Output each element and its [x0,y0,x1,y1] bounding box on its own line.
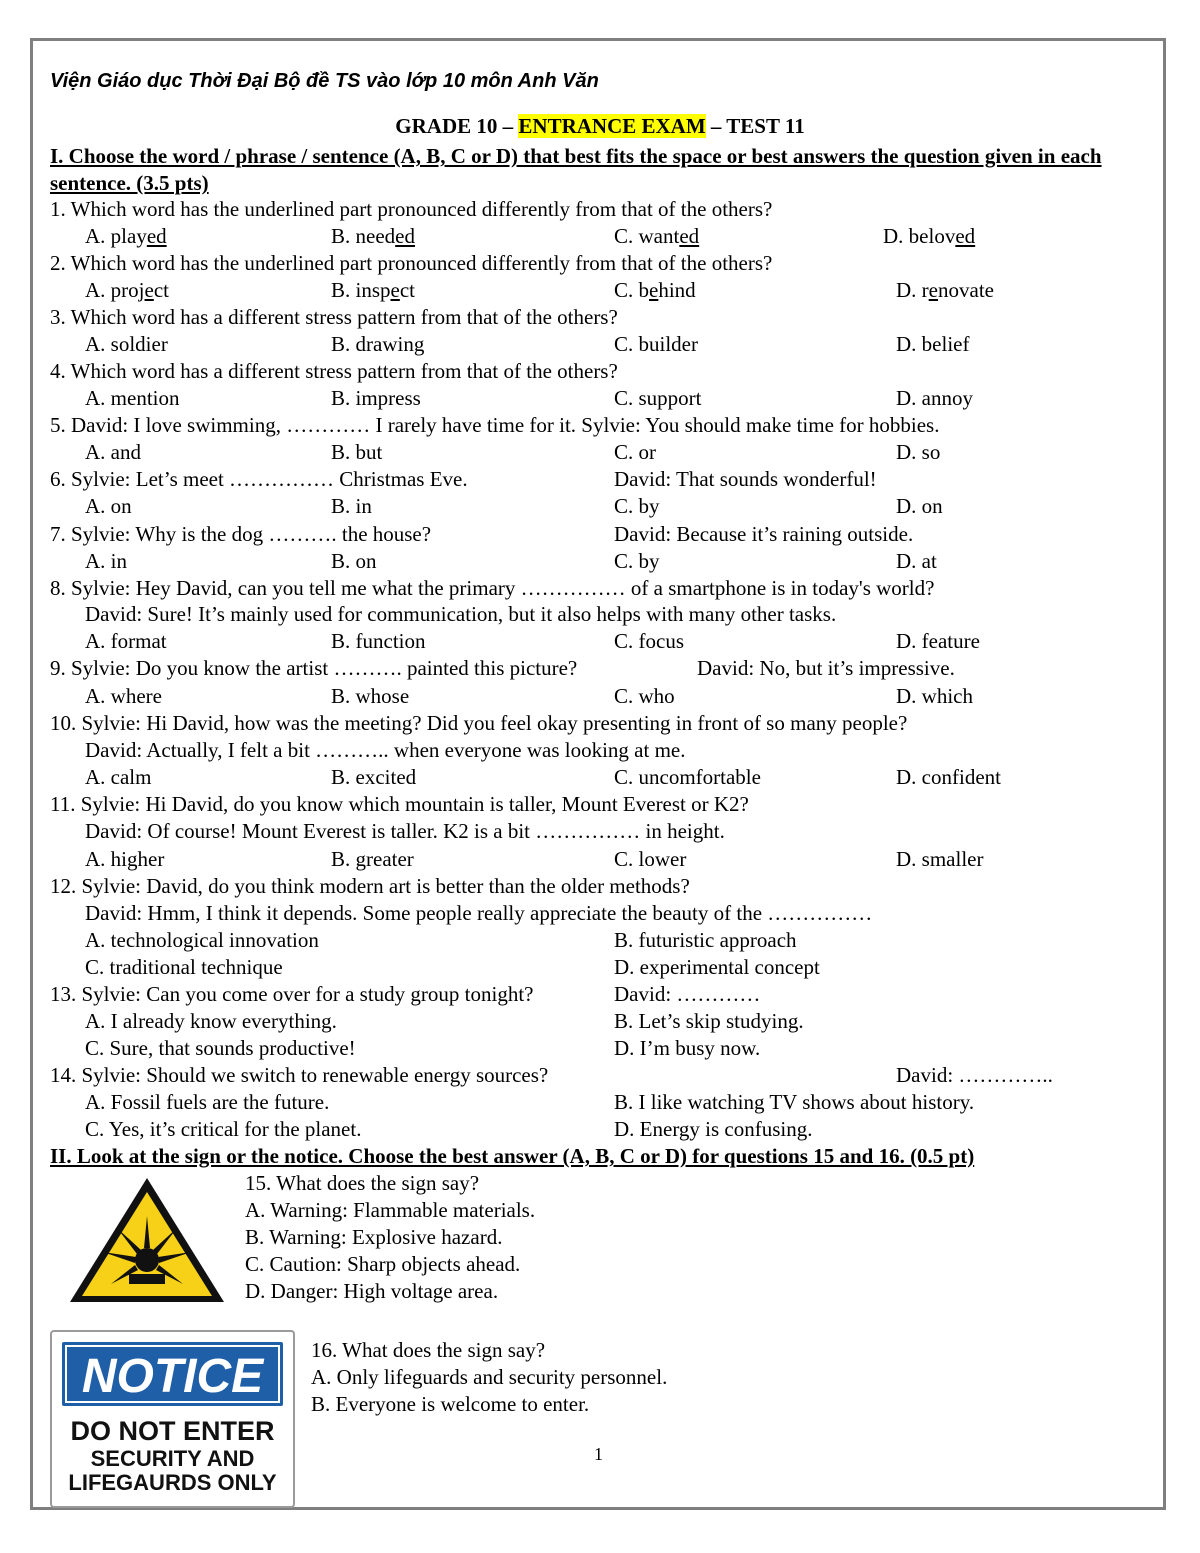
q7-option-d: D. at [896,549,937,573]
q4-option-c: C. support [614,386,702,410]
q3-option-c: C. builder [614,332,698,356]
q16-option-a: A. Only lifeguards and security personnel. [311,1365,668,1389]
page-number: 1 [594,1444,603,1464]
q15-option-c: C. Caution: Sharp objects ahead. [245,1252,521,1276]
q9-option-a: A. where [85,684,162,708]
q2-option-d: D. renovate [896,278,994,302]
q1-option-a: A. played [85,224,167,248]
notice-line-1: DO NOT ENTER [70,1416,275,1446]
q13-reply: David: ………… [614,982,761,1006]
q5-option-b: B. but [331,440,383,464]
q6-option-c: C. by [614,494,660,518]
q8-option-c: C. focus [614,629,684,653]
q6-option-a: A. on [85,494,132,518]
title-highlight: ENTRANCE EXAM [518,114,706,138]
q9-option-b: B. whose [331,684,410,708]
question-16: 16. What does the sign say? [311,1338,546,1362]
q12-option-c: C. traditional technique [85,955,283,979]
q2-option-a: A. project [85,278,169,302]
section-2-heading: II. Look at the sign or the notice. Choose the best answer (A, B, C or D) for questions 15 and 16. (0.5 pt) [50,1144,975,1168]
q15-option-a: A. Warning: Flammable materials. [245,1198,536,1222]
q13-option-d: D. I’m busy now. [614,1036,761,1060]
q2-option-c: C. behind [614,278,696,302]
q15-option-b: B. Warning: Explosive hazard. [245,1225,503,1249]
question-10: 10. Sylvie: Hi David, how was the meeting? Did you feel okay presenting in front of so many people? [50,711,908,735]
document-header: Viện Giáo dục Thời Đại Bộ đề TS vào lớp 10 môn Anh Văn [50,70,599,92]
q8-option-d: D. feature [896,629,980,653]
q11-option-b: B. greater [331,847,414,871]
section-1-heading: I. Choose the word / phrase / sentence (A, B, C or D) that best fits the space or best answers the question given in each sentence. (3.5 pts) [50,144,1102,195]
q8-option-a: A. format [85,629,167,653]
question-9: 9. Sylvie: Do you know the artist ………. painted this picture? [50,656,578,680]
q4-option-b: B. impress [331,386,421,410]
q5-option-a: A. and [85,440,141,464]
exam-title [0,114,1200,139]
q14-option-b: B. I like watching TV shows about history. [614,1090,975,1114]
q8-option-b: B. function [331,629,426,653]
q9-option-c: C. who [614,684,675,708]
q10-option-a: A. calm [85,765,152,789]
q5-option-d: D. so [896,440,941,464]
question-15: 15. What does the sign say? [245,1171,480,1195]
q13-option-b: B. Let’s skip studying. [614,1009,804,1033]
q7-option-a: A. in [85,549,127,573]
q11-line-2: David: Of course! Mount Everest is taller. K2 is a bit …………… in height. [85,819,725,843]
q10-option-c: C. uncomfortable [614,765,761,789]
q2-option-b: B. inspect [331,278,415,302]
q8-line-2: David: Sure! It’s mainly used for communication, but it also helps with many other tasks. [85,602,837,626]
q12-line-2: David: Hmm, I think it depends. Some people really appreciate the beauty of the …………… [85,901,873,925]
q6-option-d: D. on [896,494,943,518]
q10-line-2: David: Actually, I felt a bit ……….. when everyone was looking at me. [85,738,686,762]
question-6: 6. Sylvie: Let’s meet …………… Christmas Eve. [50,467,468,491]
question-2: 2. Which word has the underlined part pronounced differently from that of the others? [50,251,773,275]
explosive-hazard-sign-icon [64,1172,230,1308]
q6-reply: David: That sounds wonderful! [614,467,877,491]
notice-do-not-enter-sign [50,1330,295,1508]
q3-option-a: A. soldier [85,332,168,356]
notice-line-3: LIFEGAURDS ONLY [68,1470,277,1495]
question-7: 7. Sylvie: Why is the dog ………. the house? [50,522,432,546]
q14-option-d: D. Energy is confusing. [614,1117,813,1141]
q12-option-d: D. experimental concept [614,955,820,979]
q4-option-d: D. annoy [896,386,973,410]
q12-option-b: B. futuristic approach [614,928,797,952]
q11-option-d: D. smaller [896,847,984,871]
q7-reply: David: Because it’s raining outside. [614,522,914,546]
q10-option-b: B. excited [331,765,417,789]
q11-option-c: C. lower [614,847,687,871]
q4-option-a: A. mention [85,386,180,410]
question-14: 14. Sylvie: Should we switch to renewable energy sources? [50,1063,549,1087]
q13-option-a: A. I already know everything. [85,1009,337,1033]
q3-option-d: D. belief [896,332,970,356]
q12-option-a: A. technological innovation [85,928,319,952]
notice-heading: NOTICE [81,1350,264,1403]
title-prefix: GRADE 10 – [395,114,519,138]
q7-option-b: B. on [331,549,377,573]
question-1: 1. Which word has the underlined part pronounced differently from that of the others? [50,197,773,221]
q1-option-b: B. needed [331,224,415,248]
q14-option-c: C. Yes, it’s critical for the planet. [85,1117,362,1141]
question-3: 3. Which word has a different stress pattern from that of the others? [50,305,618,329]
q7-option-c: C. by [614,549,660,573]
q9-option-d: D. which [896,684,973,708]
q14-option-a: A. Fossil fuels are the future. [85,1090,330,1114]
q1-option-d: D. beloved [883,224,976,248]
q16-option-b: B. Everyone is welcome to enter. [311,1392,590,1416]
q11-option-a: A. higher [85,847,165,871]
q15-option-d: D. Danger: High voltage area. [245,1279,499,1303]
question-4: 4. Which word has a different stress pattern from that of the others? [50,359,618,383]
q5-option-c: C. or [614,440,656,464]
notice-line-2: SECURITY AND [90,1446,255,1471]
q13-option-c: C. Sure, that sounds productive! [85,1036,356,1060]
question-13: 13. Sylvie: Can you come over for a study group tonight? [50,982,534,1006]
q1-option-c: C. wanted [614,224,700,248]
question-11: 11. Sylvie: Hi David, do you know which mountain is taller, Mount Everest or K2? [50,792,749,816]
question-12: 12. Sylvie: David, do you think modern art is better than the older methods? [50,874,690,898]
q3-option-b: B. drawing [331,332,425,356]
question-5: 5. David: I love swimming, ………… I rarely have time for it. Sylvie: You should make time for hobbies. [50,413,940,437]
title-suffix: – TEST 11 [705,114,805,138]
q6-option-b: B. in [331,494,372,518]
question-8: 8. Sylvie: Hey David, can you tell me what the primary …………… of a smartphone is in today's world? [50,576,935,600]
q9-reply: David: No, but it’s impressive. [697,656,955,680]
q14-reply: David: ………….. [896,1063,1053,1087]
q10-option-d: D. confident [896,765,1001,789]
